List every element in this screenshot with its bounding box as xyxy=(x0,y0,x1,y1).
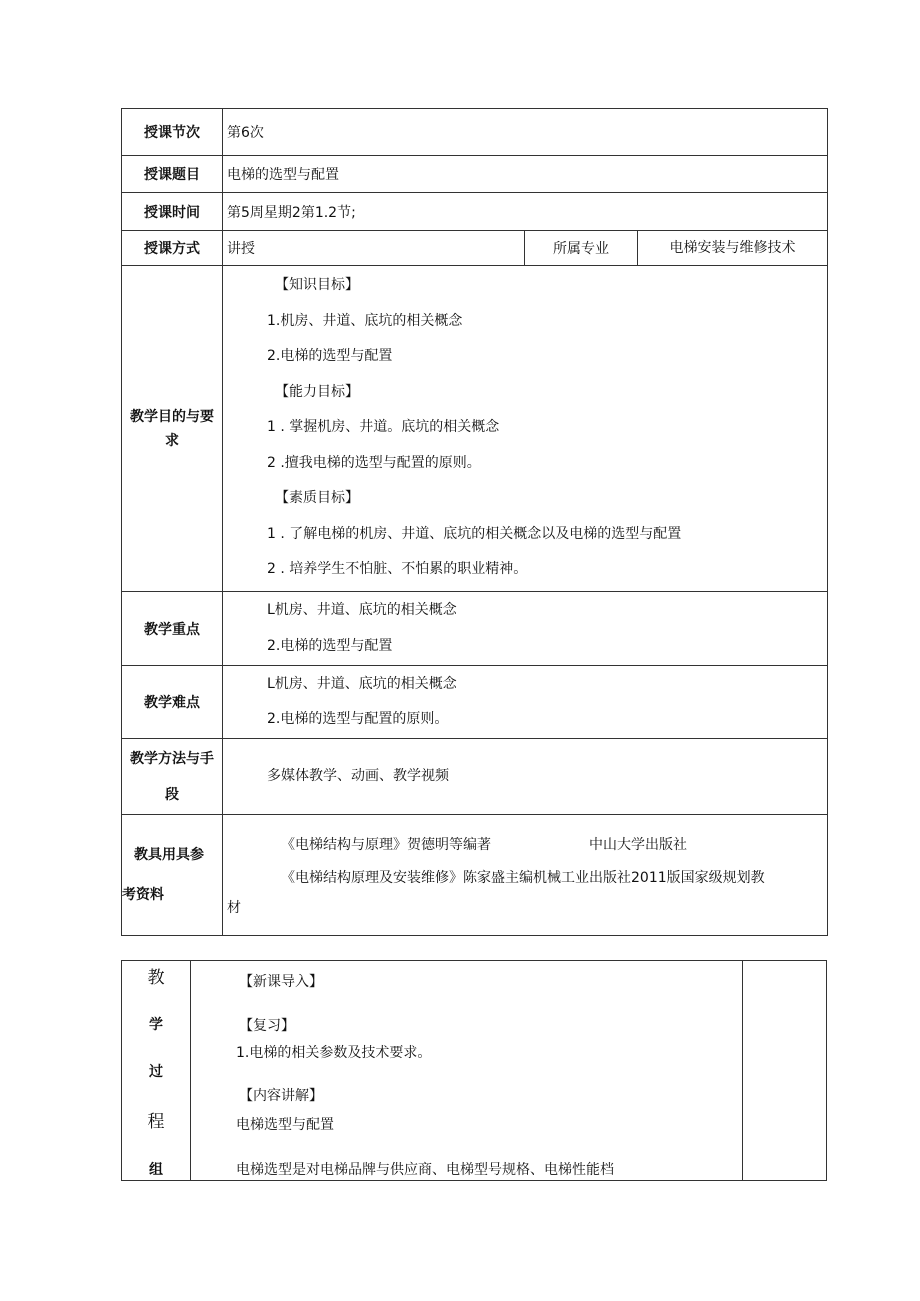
key-point-line: L机房、井道、底坑的相关概念 xyxy=(267,602,457,618)
objective-line: 2.电梯的选型与配置 xyxy=(267,348,393,364)
objective-line: 2 . 培养学生不怕脏、不怕累的职业精神。 xyxy=(267,561,528,577)
topic-value: 电梯的选型与配置 xyxy=(223,156,828,193)
reference-book-2-cont: 材 xyxy=(227,900,241,916)
content-heading: 【内容讲解】 xyxy=(239,1088,323,1104)
method-value: 讲授 xyxy=(223,231,525,266)
major-label: 所属专业 xyxy=(525,231,638,266)
difficulties-content xyxy=(223,666,828,739)
objective-line: 1 . 了解电梯的机房、井道、底坑的相关概念以及电梯的选型与配置 xyxy=(267,525,682,542)
key-points-content xyxy=(223,592,828,666)
session-value: 第6次 xyxy=(223,109,828,156)
difficulty-line: L机房、井道、底坑的相关概念 xyxy=(267,675,457,692)
references-content xyxy=(223,815,828,936)
objective-line: 1.机房、井道、底坑的相关概念 xyxy=(267,312,463,329)
review-item: 1.电梯的相关参数及技术要求。 xyxy=(236,1045,432,1061)
teaching-process-table xyxy=(121,960,827,1181)
time-value: 第5周星期2第1.2节; xyxy=(223,193,828,231)
reference-publisher-1: 中山大学出版社 xyxy=(589,837,687,853)
new-lesson-heading: 【新课导入】 xyxy=(239,974,323,990)
review-heading: 【复习】 xyxy=(239,1018,295,1034)
content-title: 电梯选型与配置 xyxy=(236,1117,334,1133)
key-point-line: 2.电梯的选型与配置 xyxy=(267,637,393,654)
method-label: 授课方式 xyxy=(122,231,223,266)
process-label-char: 程 xyxy=(147,1112,165,1132)
session-label: 授课节次 xyxy=(122,109,223,156)
difficulty-line: 2.电梯的选型与配置的原则。 xyxy=(267,711,449,727)
topic-label: 授课题目 xyxy=(122,156,223,193)
methods-label: 教学方法与手 段 xyxy=(122,739,223,815)
lesson-info-table xyxy=(121,108,828,936)
references-label: 教具用具参 考资料 xyxy=(122,815,223,936)
objective-line: 【知识目标】 xyxy=(275,277,359,293)
time-label: 授课时间 xyxy=(122,193,223,231)
process-label-char: 过 xyxy=(149,1064,163,1080)
objectives-label: 教学目的与要求 xyxy=(122,266,223,592)
process-label-char: 教 xyxy=(147,968,165,988)
objective-line: 【能力目标】 xyxy=(275,383,359,400)
methods-value: 多媒体教学、动画、教学视频 xyxy=(223,739,828,815)
objective-line: 【素质目标】 xyxy=(275,490,359,506)
reference-book-2: 《电梯结构原理及安装维修》陈家盛主编机械工业出版社2011版国家级规划教 xyxy=(281,870,765,886)
difficulties-label: 教学难点 xyxy=(122,666,223,739)
objective-line: 1 . 掌握机房、井道。底坑的相关概念 xyxy=(267,419,500,435)
process-label-char: 组 xyxy=(149,1162,163,1178)
major-value: 电梯安装与维修技术 xyxy=(638,231,828,266)
reference-book-1: 《电梯结构与原理》贺德明等编著 xyxy=(281,837,491,853)
process-vertical-label xyxy=(122,961,191,1180)
objectives-content xyxy=(223,266,828,592)
process-label-char: 学 xyxy=(149,1017,163,1033)
objective-line: 2 .擅我电梯的选型与配置的原则。 xyxy=(267,454,481,471)
column-divider xyxy=(742,961,743,1180)
content-text: 电梯选型是对电梯品牌与供应商、电梯型号规格、电梯性能档 xyxy=(236,1162,614,1178)
key-points-label: 教学重点 xyxy=(122,592,223,666)
